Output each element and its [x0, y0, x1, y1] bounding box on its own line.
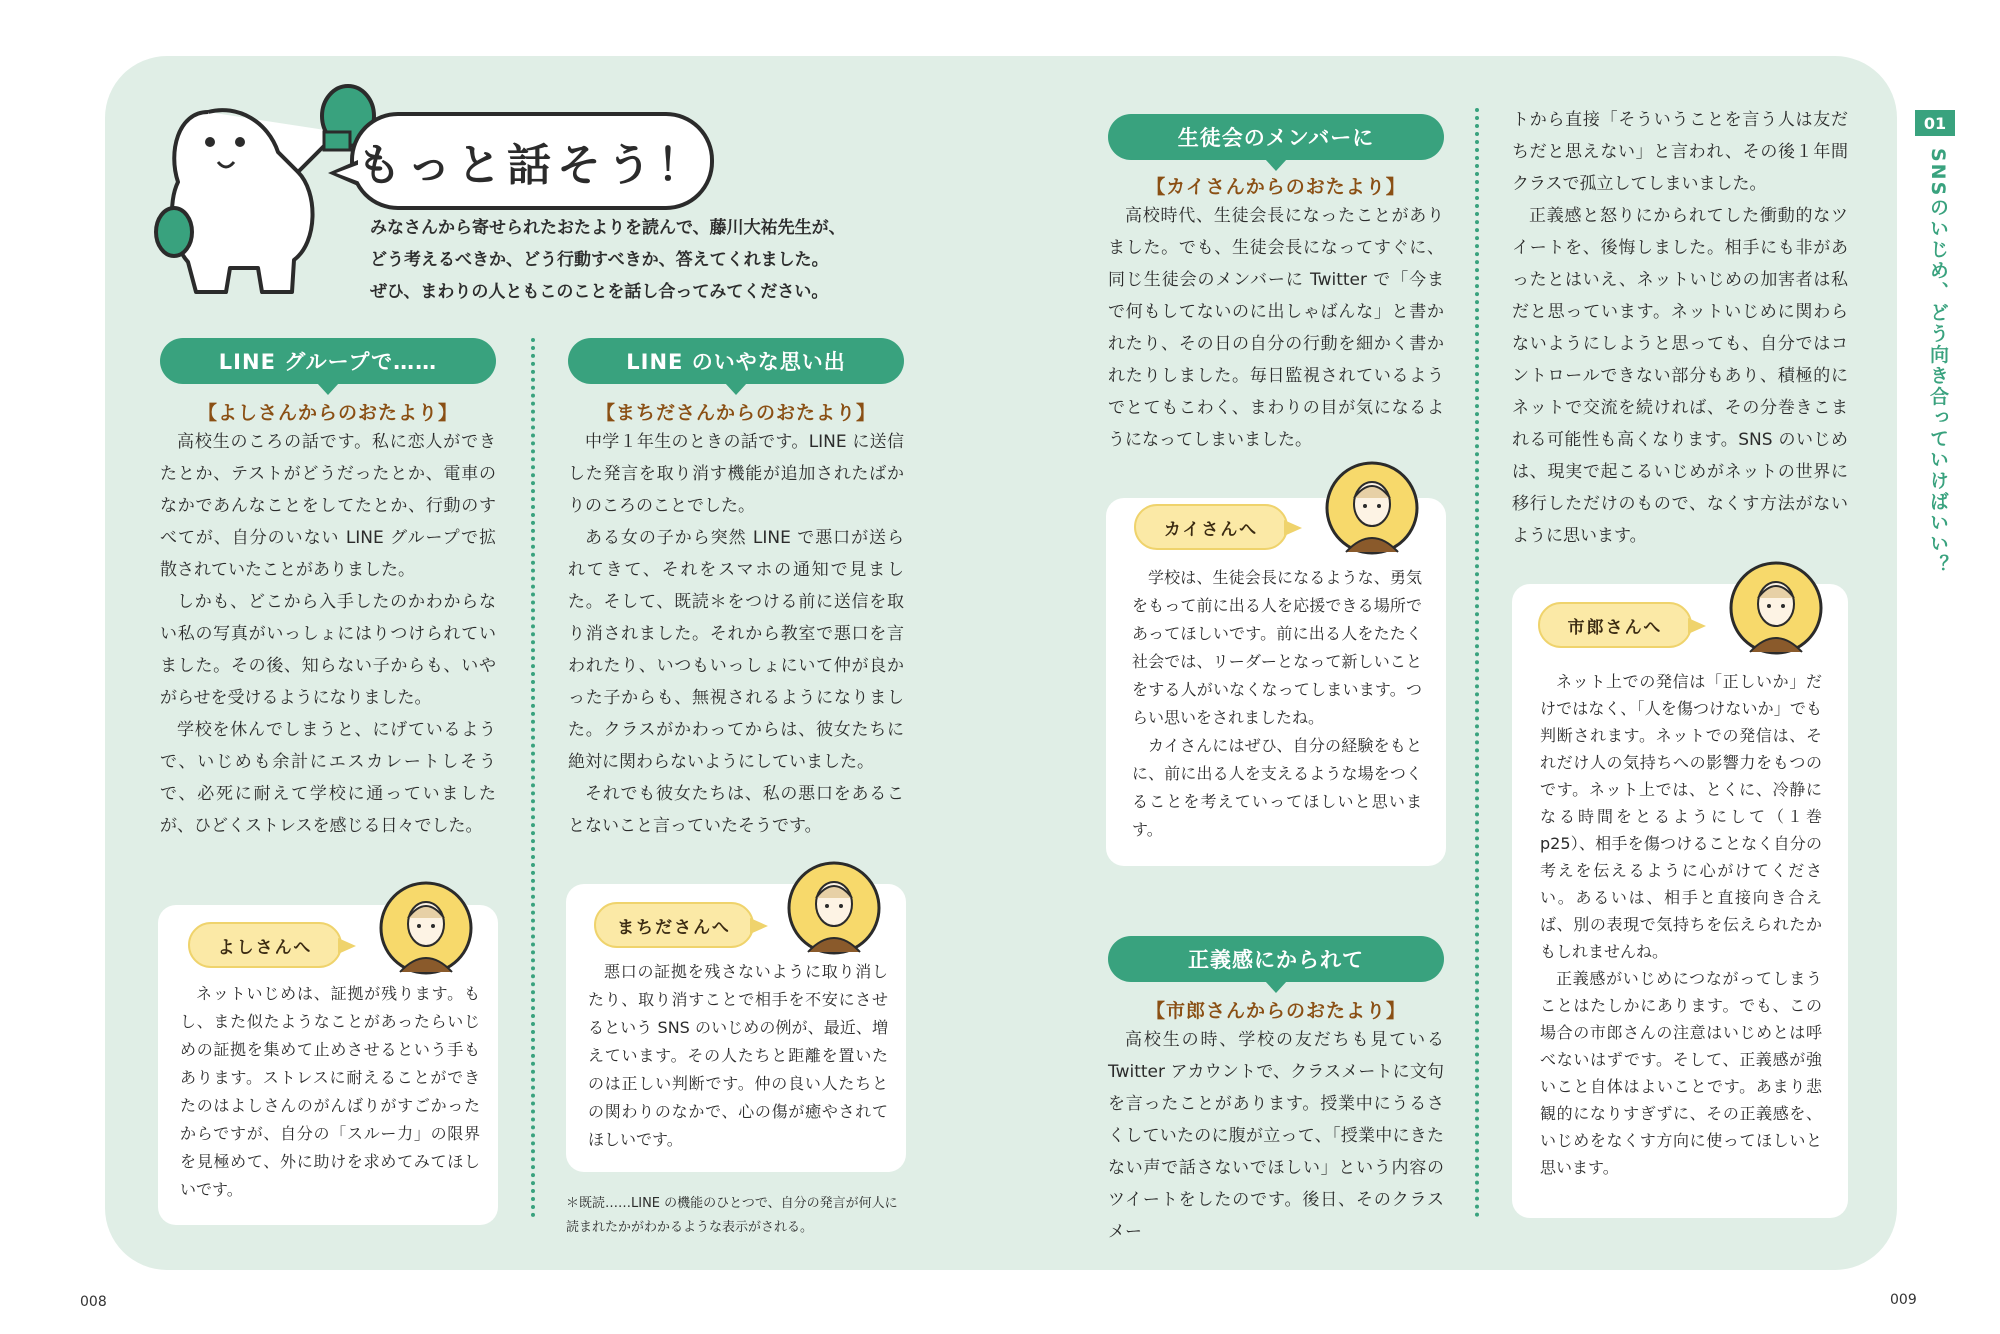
reply-text — [1132, 564, 1422, 844]
column-divider — [531, 338, 535, 1218]
letter-paragraph: 正義感と怒りにかられてした衝動的なツイートを、後悔しました。相手にも非があったとはいえ、ネットいじめの加害者は私だと思っています。ネットいじめに関わらないようにしようと思っても、自分ではコントロールできない部分もあり、積極的にネットで交流を続ければ、その分巻きこまれる可能性も高くなります。SNS のいじめは、現実で起こるいじめがネットの世界に移行しただけのもので、なくす方法がないように思います。 — [1512, 206, 1848, 546]
intro-line: どう考えるべきか、どう行動すべきか、答えてくれました。 — [370, 250, 829, 270]
reply-label: カイさんへ — [1134, 504, 1288, 550]
teacher-avatar-icon — [1728, 560, 1824, 656]
reply-paragraph: 正義感がいじめにつながってしまうことはたしかにあります。でも、この場合の市郎さんの注意はいじめとは呼べないはずです。そして、正義感が強いこと自体はよいことです。あまり悲観的になりすぎずに、その正義感を、いじめをなくす方向に使ってほしいと思います。 — [1540, 969, 1822, 1177]
intro-title: もっと話そう！ — [350, 112, 714, 210]
section-heading: LINE グループで…… — [160, 338, 496, 384]
reply-paragraph: ネットいじめは、証拠が残ります。もし、また似たようなことがあったらいじめの証拠を集めて止めさせるという手もあります。ストレスに耐えることができたのはよしさんのがんばりがすごかったからですが、自分の「スルー力」の限界を見極めて、外に助けを求めてみてほしいです。 — [180, 984, 480, 1199]
reply-text — [180, 980, 480, 1204]
footnote: ＊既読……LINE の機能のひとつで、自分の発言が何人に読まれたかがわかるような表示がされる。 — [566, 1196, 898, 1235]
teacher-avatar-icon — [378, 880, 474, 976]
mascot-illustration — [148, 82, 378, 304]
letter-body — [160, 426, 496, 842]
letter-from: 【よしさんからのおたより】 — [197, 402, 458, 424]
letter-paragraph: 中学１年生のときの話です。LINE に送信した発言を取り消す機能が追加されたばかりのころのことでした。 — [568, 432, 904, 516]
reply-paragraph: 悪口の証拠を残さないように取り消したり、取り消すことで相手を不安にさせるという SNS のいじめの例が、最近、増えています。その人たちと距離を置いたのは正しい判断です。仲の良い人たちとの関わりのなかで、心の傷が癒やされてほしいです。 — [588, 962, 888, 1149]
letter-paragraph: 学校を休んでしまうと、にげているようで、いじめも余計にエスカレートしそうで、必死に耐えて学校に通っていましたが、ひどくストレスを感じる日々でした。 — [160, 720, 496, 836]
page-number-right: 009 — [1890, 1292, 1917, 1308]
letter-paragraph: 高校生のころの話です。私に恋人ができたとか、テストがどうだったとか、電車のなかであんなことをしてたとか、行動のすべてが、自分のいない LINE グループで拡散されていたことがありました。 — [160, 432, 496, 580]
reply-text — [588, 958, 888, 1154]
column-divider — [1475, 108, 1479, 1218]
intro-line: みなさんから寄せられたおたよりを読んで、藤川大祐先生が、 — [370, 218, 846, 238]
section-heading: 正義感にかられて — [1108, 936, 1444, 982]
letter-from: 【市郎さんからのおたより】 — [1145, 1000, 1406, 1022]
teacher-avatar-icon — [786, 860, 882, 956]
letter-paragraph: 高校生の時、学校の友だちも見ている Twitter アカウントで、クラスメートに文句を言ったことがあります。授業中にうるさくしていたのに腹が立って、「授業中にきたない声で話さないでほしい」という内容のツイートをしたのです。後日、そのクラスメー — [1108, 1030, 1444, 1242]
letter-paragraph: ある女の子から突然 LINE で悪口が送られてきて、それをスマホの通知で見ました。そして、既読＊をつける前に送信を取り消されました。それから教室で悪口を言われたり、いつもいっしょにいて仲が良かった子からも、無視されるようになりました。クラスがかわってからは、彼女たちに絶対に関わらないようにしていました。 — [568, 528, 904, 772]
intro-line: ぜひ、まわりの人ともこのことを話し合ってみてください。 — [370, 282, 829, 302]
reply-text — [1540, 668, 1822, 1181]
reply-label: まちださんへ — [594, 902, 754, 948]
letter-body — [568, 426, 904, 842]
letter-paragraph: 高校時代、生徒会長になったことがありました。でも、生徒会長になってすぐに、同じ生徒会のメンバーに Twitter で「今まで何もしてないのに出しゃばんな」と書かれたり、その日の自分の行動を細かく書かれたりしました。毎日監視されているようでとてもこわく、まわりの目が気になるようになってしまいました。 — [1108, 206, 1444, 450]
chapter-number: 01 — [1915, 110, 1955, 136]
page-number-left: 008 — [80, 1294, 107, 1310]
letter-paragraph: それでも彼女たちは、私の悪口をあることないこと言っていたそうです。 — [568, 784, 904, 836]
letter-body-continued — [1512, 104, 1848, 552]
letter-from: 【まちださんからのおたより】 — [595, 402, 876, 424]
teacher-avatar-icon — [1324, 460, 1420, 556]
letter-paragraph: トから直接「そういうことを言う人は友だちだと思えない」と言われ、その後１年間クラスで孤立してしまいました。 — [1512, 110, 1848, 194]
intro-text — [370, 212, 890, 308]
reply-label: よしさんへ — [188, 922, 342, 968]
section-heading: 生徒会のメンバーに — [1108, 114, 1444, 160]
reply-paragraph: カイさんにはぜひ、自分の経験をもとに、前に出る人を支えるような場をつくることを考えていってほしいと思います。 — [1132, 736, 1422, 839]
section-heading: LINE のいやな思い出 — [568, 338, 904, 384]
letter-paragraph: しかも、どこから入手したのかわからない私の写真がいっしょにはりつけられていました。その後、知らない子からも、いやがらせを受けるようになりました。 — [160, 592, 496, 708]
reply-label: 市郎さんへ — [1538, 602, 1692, 648]
letter-body — [1108, 200, 1444, 456]
letter-body — [1108, 1024, 1444, 1248]
letter-from: 【カイさんからのおたより】 — [1146, 176, 1406, 198]
reply-paragraph: 学校は、生徒会長になるような、勇気をもって前に出る人を応援できる場所であってほしいです。前に出る人をたたく社会では、リーダーとなって新しいことをする人がいなくなってしまいます。つらい思いをされましたね。 — [1132, 568, 1422, 727]
chapter-title: SNSのいじめ、どう向き合っていけばいい？ — [1927, 148, 1949, 576]
reply-paragraph: ネット上での発信は「正しいか」だけではなく、「人を傷つけないか」でも判断されます。ネットでの発信は、それだけ人の気持ちへの影響力をもつのです。ネット上では、とくに、冷静になる時間をとるようにして（１巻 p25）、相手を傷つけることなく自分の考えを伝えるように心がけてください。あるいは、相手と直接向き合えば、別の表現で気持ちを伝えられたかもしれませんね。 — [1540, 672, 1822, 961]
